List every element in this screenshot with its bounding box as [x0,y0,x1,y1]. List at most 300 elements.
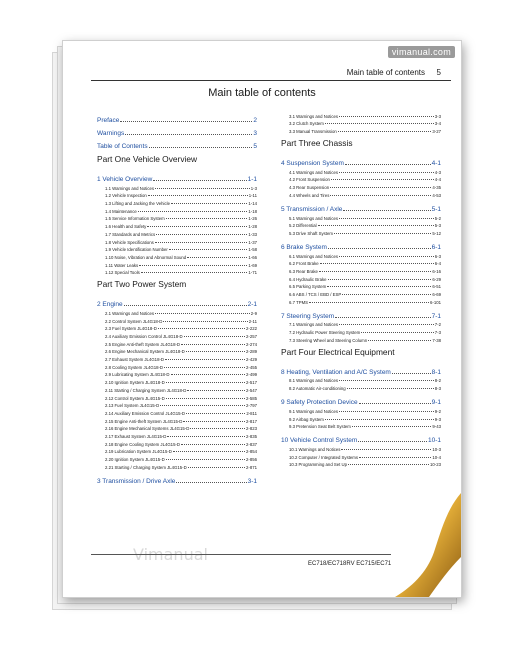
chapter-link[interactable] [97,473,257,485]
section-entry[interactable] [281,251,441,259]
section-entry[interactable] [281,175,441,183]
toc-entry-page: 6-16 [432,268,441,274]
section-entry[interactable] [97,252,257,260]
toc-entry-label: 3.2 Clutch System [289,121,324,127]
section-entry[interactable] [281,282,441,290]
dot-leader [181,444,245,445]
section-entry[interactable] [97,416,257,424]
document-page [62,40,462,598]
dot-leader [184,336,245,337]
dot-leader [319,271,431,272]
toc-entry-page: 9-1 [431,399,441,407]
section-entry[interactable] [97,183,257,191]
dot-leader [352,426,432,427]
toc-entry-label: 2.11 Starting / Charging System JL4G18-D [105,387,187,393]
toc-entry-page: 6-101 [430,299,441,305]
toc-entry-label: 2.20 Ignition System JL4G15-D [105,457,165,462]
section-entry[interactable] [281,111,441,119]
toc-entry-label: 1.1 Warnings and Notices [105,185,155,191]
toc-entry-page: 2-9 [250,310,257,316]
section-entry[interactable] [97,354,257,362]
dot-leader [339,218,434,219]
dot-leader [155,242,248,243]
toc-entry-page: 2-797 [246,403,257,409]
section-entry[interactable] [281,320,441,328]
dot-leader [169,249,248,250]
toc-entry-label: 9 Safety Protection Device [281,399,358,407]
chapter-link[interactable] [281,201,441,213]
section-entry[interactable] [97,370,257,378]
dot-leader [359,457,431,458]
toc-entry-page: 2-871 [246,464,257,470]
dot-leader [339,411,434,412]
toc-entry-page: 2-1 [247,301,257,309]
dot-leader [166,218,248,219]
toc-entry-page: 7-2 [434,322,441,328]
section-entry[interactable] [97,191,257,199]
dot-leader [188,467,245,468]
dot-leader [155,313,250,314]
toc-entry-label: 5.3 Drive Shaft System [289,230,333,236]
toc-entry-label: 6.3 Rear Brake [289,268,318,274]
dot-leader [149,147,253,148]
toc-entry-page: 5-2 [434,215,441,221]
section-entry[interactable] [281,406,441,414]
toc-entry-page: 2-289 [246,349,257,355]
toc-entry-label: 2.4 Auxiliary Emission Control JL4G18-D [105,334,183,339]
toc-entry-page: 1-11 [248,193,257,199]
toc-entry-label: 1.7 Standards and Metrics [105,231,156,237]
toc-entry-label: 2.6 Engine Mechanical System JL4G18-D [105,349,185,355]
toc-entry-page: 8-1 [431,368,441,376]
toc-entry-label: 9.3 Pretension Seat Belt System [289,424,351,430]
toc-entry-label: 2.2 Control System JL4G18-D [105,318,163,324]
dot-leader [331,179,434,180]
section-entry[interactable] [281,297,441,305]
toc-entry-label: 5 Transmission / Axle [281,205,343,213]
toc-entry-page: 2-517 [246,380,257,386]
toc-entry-label: 2.18 Engine Cooling System JL4G15-D [105,441,180,447]
toc-entry-label: 2.14 Auxiliary Emission Control JL4G15-D [105,410,186,416]
dot-leader [120,121,252,122]
toc-entry-label: 2.12 Control System JL4G15-D [105,395,165,401]
section-entry[interactable] [97,454,257,462]
section-entry[interactable] [97,424,257,432]
toc-entry-page: 4-1 [431,160,441,168]
toc-entry-label: 3 Transmission / Drive Axle [97,477,176,485]
toc-entry-label: 1.9 Vehicle Identification Number [105,247,168,253]
toc-entry-page: 1-66 [248,254,257,260]
dot-leader [171,203,247,204]
toc-entry-page: 1-71 [248,270,257,276]
dot-leader [338,131,432,132]
dot-leader [125,134,252,135]
dot-leader [148,195,248,196]
toc-entry-label: 8.2 Automatic Air-conditioning [289,386,346,392]
section-entry[interactable] [281,422,441,430]
toc-entry-page: 2-835 [246,433,257,439]
dot-leader [318,225,434,226]
dot-leader [320,263,434,264]
dot-leader [334,233,431,234]
dot-leader [341,449,431,450]
toc-entry-page: 2-547 [246,387,257,393]
dot-leader [361,332,434,333]
dot-leader [173,451,245,452]
dot-leader [158,328,245,329]
dot-leader [139,265,247,266]
chapter-link[interactable] [281,239,441,251]
section-entry[interactable] [97,377,257,385]
dot-leader [327,286,431,287]
dot-leader [339,116,434,117]
toc-entry-page: 6-51 [432,284,441,290]
toc-entry-label: 10 Vehicle Control System [281,437,358,445]
page-curl-icon [381,487,461,597]
section-entry[interactable] [97,408,257,416]
dot-leader [330,195,431,196]
chapter-link[interactable] [281,364,441,376]
toc-entry-label: Table of Contents [97,143,148,150]
toc-entry-page: 10-4 [432,454,441,460]
section-entry[interactable] [97,316,257,324]
toc-entry-label: 1.8 Vehicle Specifications [105,239,154,245]
toc-entry-page: 9-43 [432,424,441,430]
toc-entry-page: 9-2 [434,408,441,414]
dot-leader [187,257,247,258]
dot-leader [124,305,247,306]
toc-entry-page: 5-12 [432,230,441,236]
section-entry[interactable] [97,308,257,316]
toc-entry-label: 4.2 Front Suspension [289,177,330,183]
toc-entry-label: 9.2 Airbag System [289,416,324,422]
footer-model-code: EC718/EC718RV EC715/EC71 [308,561,392,567]
toc-entry-page: 4-53 [432,192,441,198]
toc-entry-page: 2-222 [246,326,257,332]
section-entry[interactable] [97,221,257,229]
dot-leader [325,123,434,124]
toc-entry-label: 1.6 Health and Safety [105,224,147,230]
part-heading: Part Four Electrical Equipment [281,346,395,357]
chapter-link[interactable] [97,171,257,183]
section-entry[interactable] [281,274,441,282]
toc-entry-page: 10-23 [430,462,441,468]
dot-leader [181,344,245,345]
section-entry[interactable] [97,229,257,237]
toc-entry-page: 6-1 [431,243,441,251]
toc-link[interactable] [97,124,257,137]
toc-entry-page: 7-3 [434,330,441,336]
dot-leader [141,272,248,273]
toc-entry-page: 1-26 [248,216,257,222]
section-entry[interactable] [281,414,441,422]
section-entry[interactable] [97,431,257,439]
section-entry[interactable] [281,335,441,343]
toc-entry-page: 1-37 [248,239,257,245]
toc-entry-page: 10-3 [432,446,441,452]
toc-entry-label: 1.2 Vehicle Inspection [105,193,147,199]
section-entry[interactable] [281,444,441,452]
dot-leader [330,187,431,188]
section-entry[interactable] [281,376,441,384]
section-entry[interactable] [281,119,441,127]
dot-leader [156,234,247,235]
toc-entry-page: 6-4 [434,261,441,267]
section-entry[interactable] [97,439,257,447]
section-entry[interactable] [97,206,257,214]
running-header [91,66,451,81]
dot-leader [186,351,245,352]
toc-entry-page: 1-1 [247,176,257,183]
dot-leader [368,340,431,341]
toc-entry-label: 1.12 Special Tools [105,270,140,276]
part-heading: Part One Vehicle Overview [97,154,198,164]
toc-entry-label: 2.10 Ignition System JL4G18-D [105,380,165,386]
dot-leader [339,256,434,257]
section-entry[interactable] [281,460,441,468]
toc-entry-label: 1.4 Maintenance [105,208,137,214]
toc-entry-label: 1 Vehicle Overview [97,176,153,183]
section-entry[interactable] [281,190,441,198]
section-entry[interactable] [97,347,257,355]
toc-entry-page: 1-18 [248,208,257,214]
dot-leader [160,405,245,406]
toc-entry-label: 6.7 TPMS [289,299,309,305]
toc-entry-label: 4.1 Warnings and Notices [289,169,339,175]
header-page-number: 5 [436,68,441,77]
dot-leader [171,374,246,375]
toc-entry-page: 9-3 [434,416,441,422]
toc-entry-page: 2-429 [246,357,257,363]
dot-leader [309,302,429,303]
dot-leader [347,388,434,389]
toc-entry-label: 7 Steering System [281,312,335,320]
toc-entry-page: 1-58 [248,247,257,253]
toc-entry-label: 6.5 Parking System [289,284,327,290]
toc-entry-label: 2.17 Exhaust System JL4G15-D [105,433,167,439]
toc-entry-label: 10.1 Warnings and Notices [289,446,341,452]
section-entry[interactable] [97,237,257,245]
page-title: Main table of contents [208,87,316,99]
toc-entry-page: 3-3 [434,113,441,119]
toc-entry-label: 6.4 Hydraulic Brake [289,276,327,282]
toc-entry-page: 2-811 [246,410,257,416]
chapter-link[interactable] [281,432,441,444]
dot-leader [138,211,248,212]
section-entry[interactable] [97,401,257,409]
toc-entry-page: 3 [253,130,257,137]
toc-entry-label: 2.9 Lubricating System JL4G18-D [105,372,170,378]
dot-leader [186,413,245,414]
section-entry[interactable] [281,126,441,134]
toc-entry-page: 2-854 [246,449,257,455]
chapter-link[interactable] [281,308,441,320]
toc-entry-page: 3-4 [434,121,441,127]
toc-entry-page: 1-14 [248,201,257,207]
toc-entry-label: 2.1 Warnings and Notices [105,310,155,316]
section-entry[interactable] [281,383,441,391]
chapter-link[interactable] [97,296,257,308]
toc-entry-page: 2-817 [246,418,257,424]
toc-entry-label: 1.5 Service Information System [105,216,165,222]
section-entry[interactable] [97,245,257,253]
dot-leader [147,226,247,227]
toc-entry-page: 4-35 [432,185,441,191]
toc-entry-label: 7.3 Steering Wheel and Steering Column [289,337,368,343]
dot-leader [339,324,434,325]
toc-entry-label: 10.2 Computer / Integrated Systems [289,454,359,460]
footer-logo: Vimanual [133,545,208,564]
toc-entry-page: 2-499 [246,372,257,378]
section-entry[interactable] [97,362,257,370]
toc-entry-label: 1.11 Water Leaks [105,262,139,268]
toc-entry-label: 2.7 Exhaust System JL4G18-D [105,357,164,363]
toc-entry-label: 4.4 Wheels and Tires [289,192,330,198]
toc-entry-label: 2 Engine [97,301,123,309]
dot-leader [166,398,245,399]
toc-entry-label: 2.3 Fuel System JL4G18-D [105,326,157,332]
toc-entry-page: 5-3 [434,223,441,229]
toc-link[interactable] [97,137,257,150]
dot-leader [190,428,245,429]
toc-entry-page: 6-29 [432,276,441,282]
section-entry[interactable] [97,447,257,455]
dot-leader [345,164,431,165]
toc-entry-page: 1-69 [248,262,257,268]
part-heading: Part Three Chassis [281,138,353,149]
toc-entry-label: 7.2 Hydraulic Power Steering System [289,330,361,336]
chapter-link[interactable] [281,155,441,167]
toc-entry-label: Warnings [97,130,125,137]
toc-entry-label: 2.8 Cooling System JL4G18-D [105,364,164,370]
toc-entry-label: 4.3 Rear Suspension [289,185,330,191]
toc-entry-label: Preface [97,117,120,124]
toc-entry-page: 2-11 [248,318,257,324]
dot-leader [392,373,431,374]
toc-entry-page: 7-38 [432,337,441,343]
toc-entry-page: 1-3 [250,185,257,191]
toc-entry-page: 8-2 [434,378,441,384]
toc-entry-page: 1-28 [248,224,257,230]
toc-entry-label: 4 Suspension System [281,160,344,168]
dot-leader [163,321,247,322]
section-entry[interactable] [281,221,441,229]
toc-entry-label: 1.3 Lifting and Jacking the Vehicle [105,201,170,207]
dot-leader [166,382,245,383]
toc-entry-label: 5.1 Warnings and Notices [289,215,339,221]
section-entry[interactable] [97,214,257,222]
toc-entry-page: 2-823 [246,426,257,432]
toc-entry-label: 5.2 Differential [289,223,317,229]
dot-leader [328,279,432,280]
section-entry[interactable] [97,462,257,470]
toc-entry-label: 3.3 Manual Transmission [289,129,337,135]
toc-entry-page: 5-1 [431,205,441,213]
footer-rule [91,554,391,555]
section-entry[interactable] [97,393,257,401]
toc-entry-label: 6.6 ABS / TCS / EBD / ESP [289,292,342,297]
toc-entry-page: 3-27 [432,129,441,135]
section-entry[interactable] [97,198,257,206]
dot-leader [187,390,245,391]
header-title: Main table of contents [346,68,425,77]
toc-entry-label: 7.1 Warnings and Notices [289,322,339,328]
section-entry[interactable] [97,339,257,347]
section-entry[interactable] [281,327,441,335]
section-entry[interactable] [97,331,257,339]
dot-leader [167,436,245,437]
dot-leader [335,317,430,318]
watermark: vimanual.com [388,46,455,58]
dot-leader [359,403,431,404]
toc-link[interactable] [97,111,257,124]
toc-left-column [97,111,257,485]
section-entry[interactable] [281,228,441,236]
section-entry[interactable] [281,266,441,274]
dot-leader [339,172,434,173]
dot-leader [358,441,427,442]
toc-entry-page: 1-33 [248,231,257,237]
section-entry[interactable] [97,324,257,332]
toc-entry-page: 2-455 [246,364,257,370]
chapter-link[interactable] [281,394,441,406]
toc-entry-page: 4-3 [434,169,441,175]
toc-entry-page: 2-585 [246,395,257,401]
section-entry[interactable] [281,182,441,190]
section-entry[interactable] [281,259,441,267]
dot-leader [176,482,246,483]
dot-leader [166,459,245,460]
toc-entry-label: 6.1 Warnings and Notices [289,253,339,259]
toc-entry-label: 2.19 Lubrication System JL4G15-D [105,449,172,455]
dot-leader [342,294,431,295]
toc-entry-page: 7-1 [431,312,441,320]
toc-entry-label: 2.16 Engine Mechanical Systems JL4G15-D [105,426,190,432]
dot-leader [325,419,434,420]
section-entry[interactable] [97,268,257,276]
section-entry[interactable] [97,385,257,393]
section-entry[interactable] [281,213,441,221]
dot-leader [155,188,250,189]
toc-entry-page: 4-4 [434,177,441,183]
dot-leader [165,359,245,360]
dot-leader [183,421,245,422]
toc-entry-page: 2-274 [246,341,257,347]
toc-entry-page: 8-3 [434,386,441,392]
toc-entry-label: 2.5 Engine Anti-theft System JL4G18-D [105,341,180,347]
toc-entry-page: 2-257 [246,334,257,339]
dot-leader [348,464,429,465]
section-entry[interactable] [281,452,441,460]
section-entry[interactable] [281,289,441,297]
toc-entry-label: 8 Heating, Ventilation and A/C System [281,368,391,376]
section-entry[interactable] [97,260,257,268]
toc-entry-page: 6-69 [432,292,441,297]
toc-entry-label: 9.1 Warnings and Notices [289,408,339,414]
toc-entry-label: 3.1 Warnings and Notices [289,113,339,119]
dot-leader [343,210,430,211]
toc-entry-page: 5 [253,143,257,150]
toc-entry-label: 1.10 Noise, Vibration and Abnormal Sound [105,254,187,260]
toc-entry-label: 2.15 Engine Anti-theft System JL4G15-D [105,418,183,424]
dot-leader [339,380,434,381]
toc-right-column [281,111,441,467]
toc-entry-page: 2 [253,117,257,124]
section-entry[interactable] [281,167,441,175]
dot-leader [164,367,245,368]
part-heading: Part Two Power System [97,279,187,290]
toc-entry-label: 6.2 Front Brake [289,261,319,267]
